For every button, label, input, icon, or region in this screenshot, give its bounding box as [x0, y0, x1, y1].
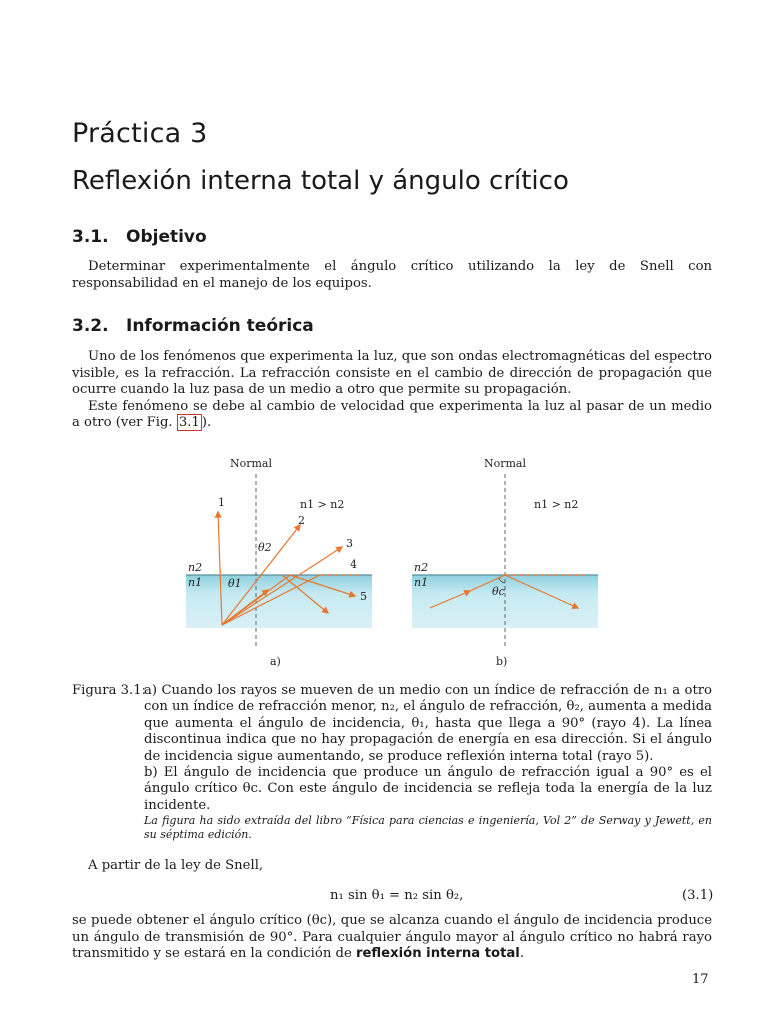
n2-label-a: n2 — [188, 561, 203, 574]
caption-label: Figura 3.1: — [72, 683, 147, 698]
n1-label-a: n1 — [188, 576, 203, 589]
theory-paragraph-2: Este fenómeno se debe al cambio de velocidad que experimenta la luz al pasar de un medio a otro (ver Fig. 3.1 ). — [72, 398, 712, 430]
page-number: 17 — [692, 972, 709, 987]
relation-label-a: n1 > n2 — [300, 498, 345, 511]
thetac-label: θc — [492, 585, 505, 598]
caption-credit: La figura ha sido extraída del libro “Física para ciencias e ingeniería, Vol 2” de Serway y Jewett, en su séptima edición. — [144, 814, 712, 842]
ray-label-1: 1 — [218, 496, 225, 509]
critical-angle-paragraph: se puede obtener el ángulo crítico (θc), que se alcanza cuando el ángulo de incidencia produce un ángulo de transmisión de 90°. Para cualquier ángulo mayor al ángulo crítico no habrá rayo transmitido y se estará en la condición de reflexión interna total. — [72, 913, 712, 961]
ray-label-3: 3 — [346, 537, 353, 550]
section-heading-objetivo — [72, 227, 207, 247]
panel-label-a: a) — [270, 655, 281, 668]
theta1-label: θ1 — [228, 577, 242, 590]
figure-3-1 — [150, 450, 620, 675]
section-number: 3.2. — [72, 316, 109, 336]
figure-panel-a — [186, 457, 372, 668]
n2-label-b: n2 — [414, 561, 429, 574]
caption-body — [144, 683, 712, 842]
theory-paragraph-1: Uno de los fenómenos que experimenta la luz, que son ondas electromagnéticas del espectro visible, es la refracción. La refracción consiste en el cambio de dirección de propagación que ocurre cuando la luz pasa de un medio a otro que permite su propagación. — [72, 349, 712, 397]
objective-text: Determinar experimentalmente el ángulo crítico utilizando la ley de Snell con responsabilidad en el manejo de los equipos. — [72, 259, 712, 291]
section-number: 3.1. — [72, 227, 109, 247]
figure-reference-link[interactable]: 3.1 — [178, 415, 200, 430]
section-heading-informacion — [72, 316, 314, 336]
normal-label-b: Normal — [484, 457, 527, 470]
bold-term: reflexión interna total — [355, 946, 520, 961]
chapter-heading: Práctica 3 — [72, 118, 208, 149]
figure-panel-b — [412, 457, 598, 668]
chapter-title: Reflexión interna total y ángulo crítico — [72, 166, 569, 196]
snell-equation: n₁ sin θ₁ = n₂ sin θ₂, — [330, 888, 464, 903]
section-title: Información teórica — [126, 316, 314, 336]
ray-label-2: 2 — [298, 514, 305, 527]
relation-label-b: n1 > n2 — [534, 498, 579, 511]
section-title: Objetivo — [126, 227, 207, 247]
n1-label-b: n1 — [414, 576, 429, 589]
equation-number: (3.1) — [682, 888, 714, 903]
figure-caption — [72, 683, 712, 842]
caption-part-a: a) Cuando los rayos se mueven de un medio con un índice de refracción de n₁ a otro con un índice de refracción menor, n₂, el ángulo de refracción, θ₂, aumenta a medida que aumenta el ángulo de incidencia, θ₁, hasta que llega a 90° (rayo 4). La línea discontinua indica que no hay propagación de energía en esa dirección. Si el ángulo de incidencia sigue aumentando, se produce reflexión interna total (rayo 5). — [144, 683, 712, 764]
theta2-label: θ2 — [258, 541, 272, 554]
normal-label-a: Normal — [230, 457, 273, 470]
caption-part-b: b) El ángulo de incidencia que produce un ángulo de refracción igual a 90° es el ángulo crítico θc. Con este ángulo de incidencia se refleja toda la energía de la luz incidente. — [144, 765, 712, 813]
theory-paragraphs — [72, 349, 712, 432]
ray-label-5: 5 — [360, 590, 367, 603]
snell-intro: A partir de la ley de Snell, — [88, 858, 264, 873]
objective-paragraph — [72, 259, 712, 292]
ray-label-4: 4 — [350, 558, 357, 571]
panel-label-b: b) — [496, 655, 508, 668]
